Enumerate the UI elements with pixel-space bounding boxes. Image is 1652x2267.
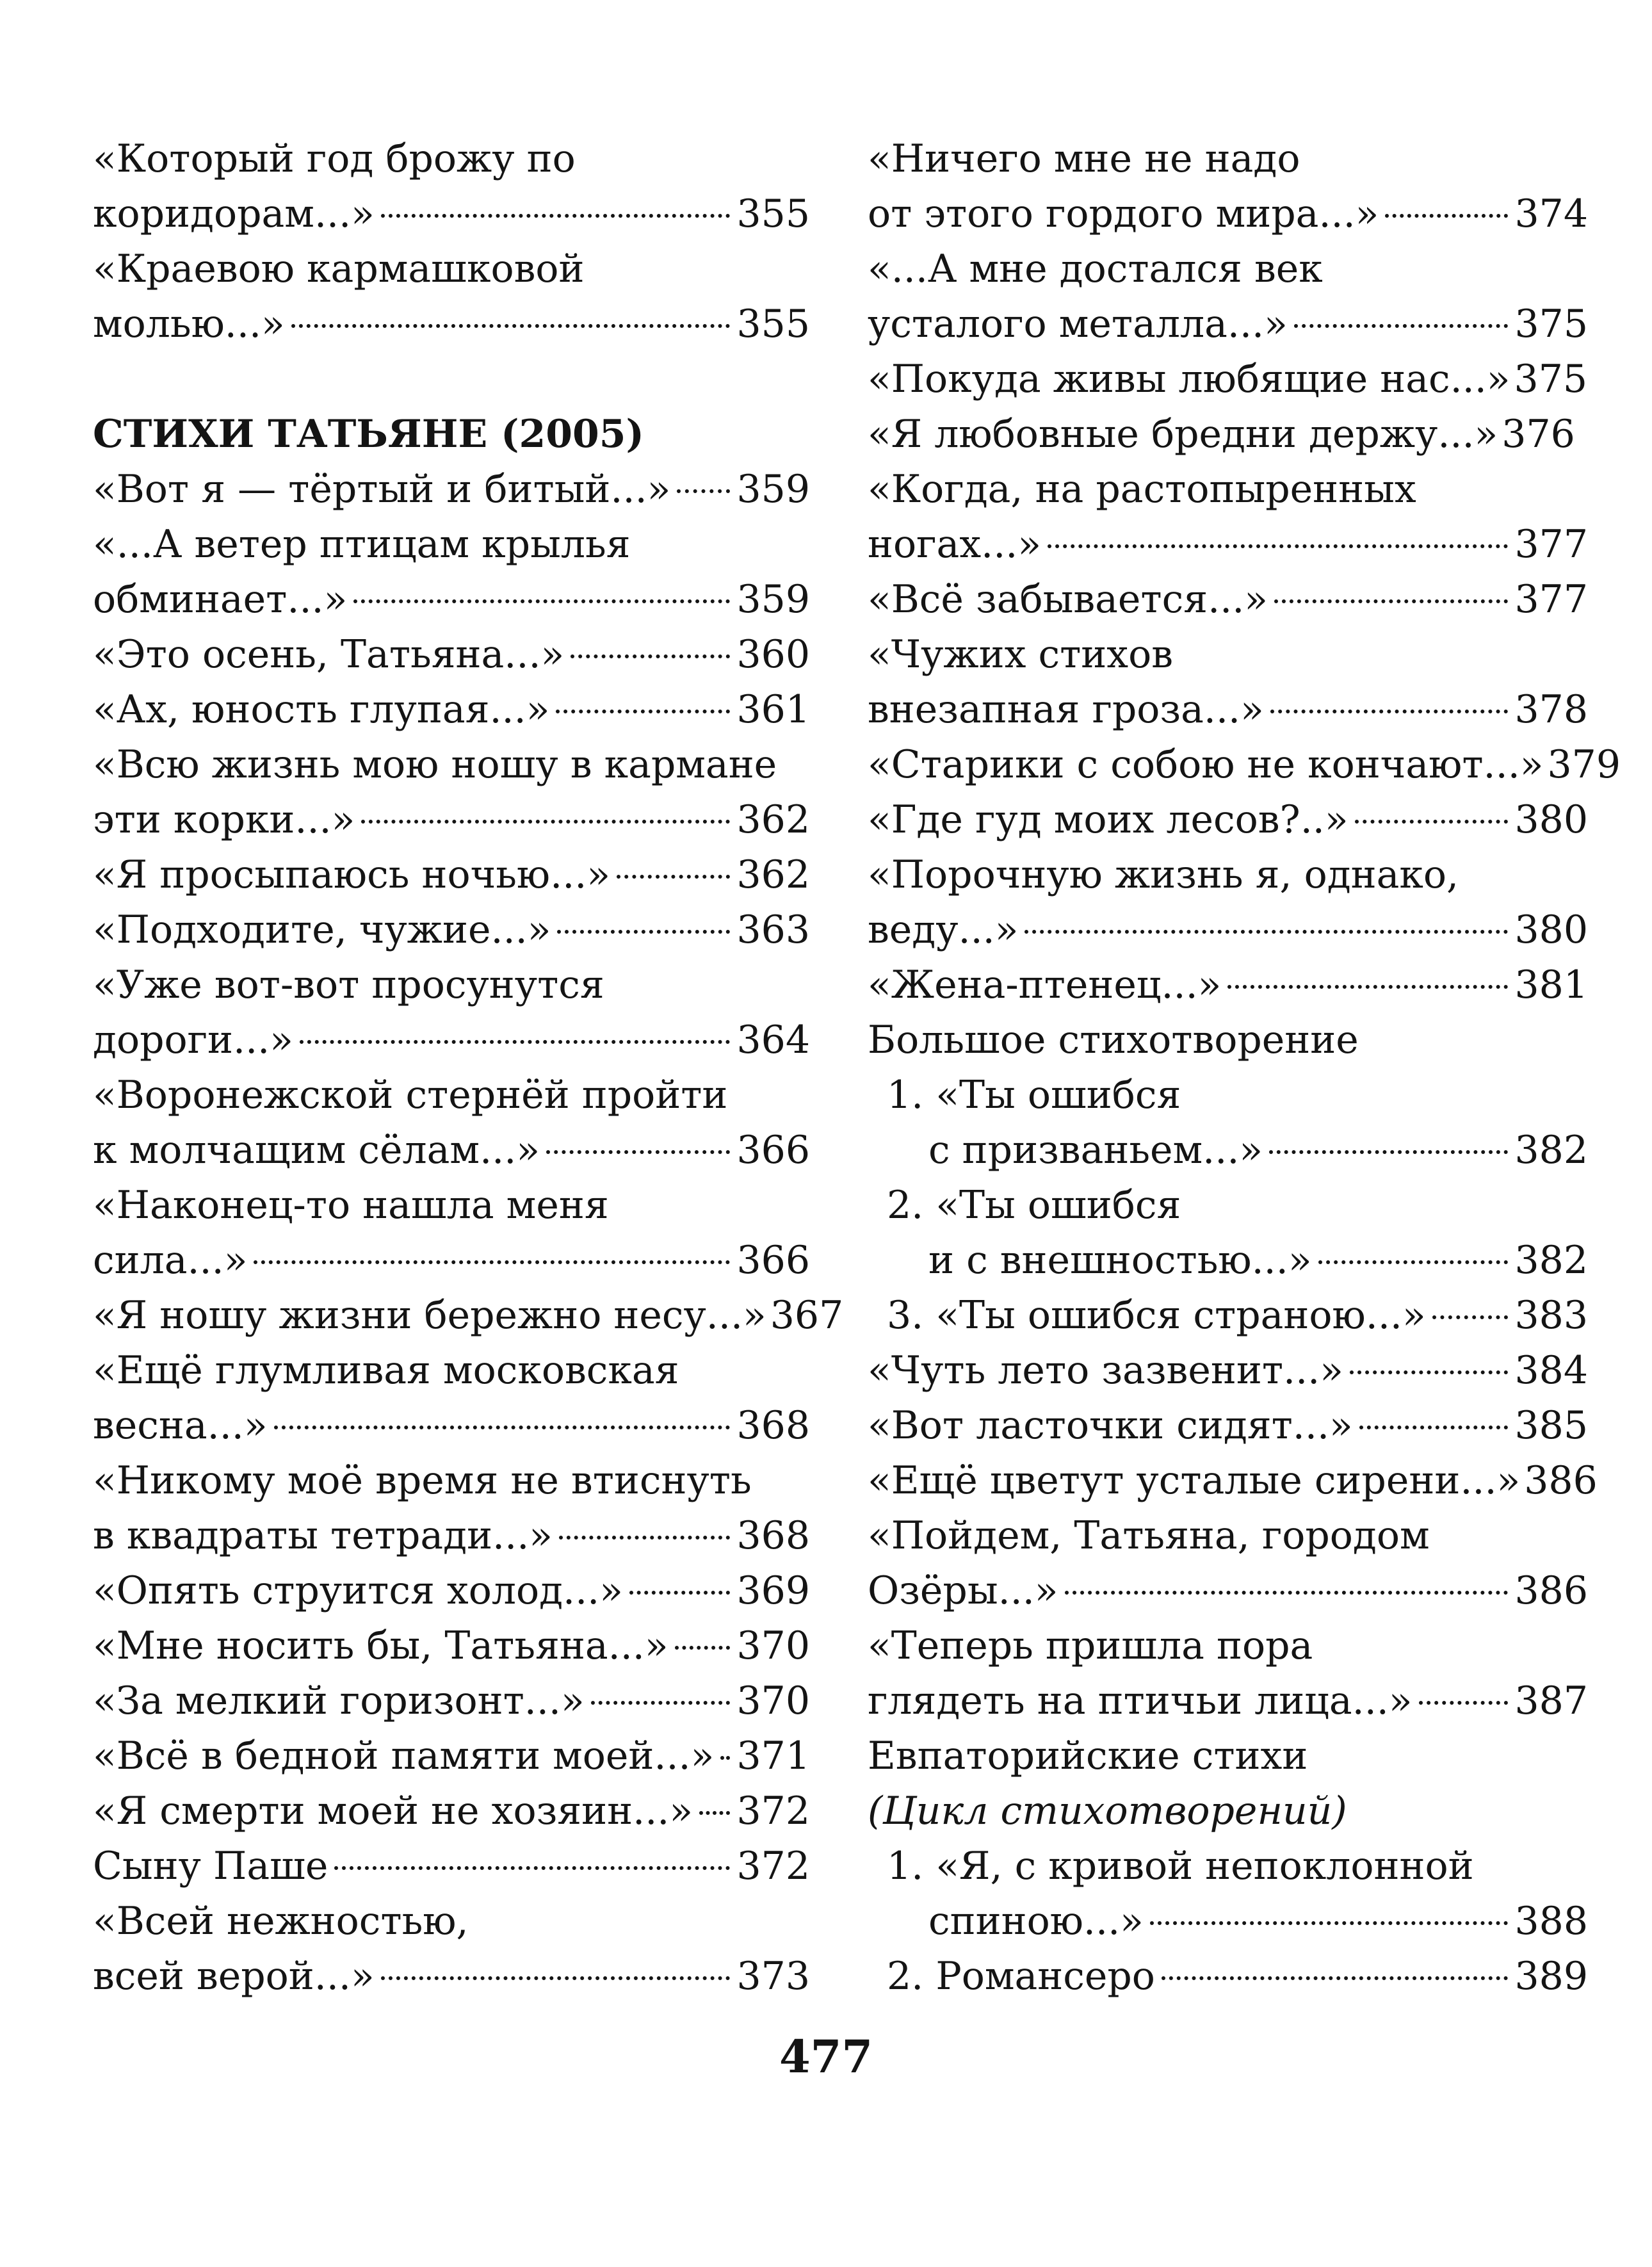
toc-entry-line: [868, 1288, 1588, 1343]
toc-entry-text: «Покуда живы любящие нас...»: [868, 357, 1510, 402]
dot-leader: [556, 710, 730, 713]
toc-page-number: 374: [1514, 191, 1588, 236]
toc-entry-line: [93, 1178, 810, 1233]
toc-entry-text: молью...»: [93, 302, 285, 346]
dot-leader: [1385, 214, 1508, 218]
dot-leader: [254, 1260, 730, 1264]
toc-page-number: 366: [736, 1238, 810, 1283]
toc-entry-text: «Воронежской стернёй пройти: [93, 1073, 728, 1117]
toc-entry-line: [868, 1398, 1588, 1453]
toc-page-number: 370: [736, 1678, 810, 1723]
toc-entry-text: от этого гордого мира...»: [868, 191, 1379, 236]
toc-entry-line: [868, 1343, 1588, 1398]
dot-leader: [1350, 1370, 1509, 1374]
toc-page-number: 381: [1514, 963, 1588, 1007]
toc-entry-text: весна...»: [93, 1403, 268, 1448]
toc-entry-line: [93, 1068, 810, 1123]
toc-entry-text: «Мне носить бы, Татьяна...»: [93, 1623, 668, 1668]
toc-entry-text: «Где гуд моих лесов?..»: [868, 797, 1348, 842]
toc-page-number: 389: [1514, 1954, 1588, 1999]
dot-leader: [677, 489, 730, 493]
toc-entry-text: «Всю жизнь мою ношу в кармане: [93, 742, 777, 787]
dot-leader: [1294, 324, 1509, 328]
dot-leader: [1227, 985, 1508, 989]
toc-page-number: 384: [1514, 1348, 1588, 1393]
section-title: СТИХИ ТАТЬЯНЕ (2005): [93, 412, 644, 457]
toc-entry-text: «Всё забывается...»: [868, 577, 1268, 622]
dot-leader: [1150, 1921, 1509, 1925]
toc-page-number: 378: [1514, 687, 1588, 732]
toc-page-number: 377: [1514, 577, 1588, 622]
toc-entry-line: [93, 241, 810, 297]
dot-leader: [1024, 930, 1508, 934]
toc-page-number: 355: [736, 302, 810, 346]
toc-entry-text: «За мелкий горизонт...»: [93, 1678, 585, 1723]
toc-entry-text: «Я ношу жизни бережно несу...»: [93, 1293, 766, 1338]
toc-entry-text: «Краевою кармашковой: [93, 247, 585, 291]
dot-leader: [1270, 710, 1509, 713]
toc-entry-line: [868, 572, 1588, 627]
toc-group-part2: [93, 462, 844, 2004]
toc-entry-text: «Пойдем, Татьяна, городом: [868, 1513, 1430, 1558]
toc-entry-line: [93, 1618, 810, 1673]
toc-entry-text: глядеть на птичьи лица...»: [868, 1678, 1413, 1723]
dot-leader: [617, 875, 730, 879]
toc-entry-text: дороги...»: [93, 1018, 293, 1062]
toc-entry-line: [93, 517, 810, 572]
toc-group-cycle: [868, 1839, 1588, 2004]
toc-page-number: 386: [1514, 1568, 1588, 1613]
dot-leader: [1162, 1976, 1509, 1980]
toc-entry-line: [868, 682, 1588, 737]
toc-entry-line: [868, 462, 1588, 517]
toc-page-number: 386: [1524, 1458, 1598, 1503]
toc-entry-text: «Ещё цветут усталые сирени...»: [868, 1458, 1521, 1503]
toc-entry-text: «Уже вот-вот просунутся: [93, 963, 604, 1007]
toc-entry-text: 3. «Ты ошибся страною...»: [887, 1293, 1426, 1338]
toc-entry-text: всей верой...»: [93, 1954, 375, 1999]
toc-entry-line: [93, 1123, 810, 1178]
toc-entry-line: [93, 1343, 810, 1398]
toc-page-number: 380: [1514, 907, 1588, 952]
toc-page-number: 360: [736, 632, 810, 677]
toc-entry-text: «Вот ласточки сидят...»: [868, 1403, 1353, 1448]
dot-leader: [675, 1646, 731, 1650]
spacer: [93, 352, 810, 407]
dot-leader: [1274, 599, 1508, 603]
toc-entry-text: внезапная гроза...»: [868, 687, 1264, 732]
toc-page-number: 387: [1514, 1678, 1588, 1723]
toc-entry-line: [93, 186, 810, 241]
toc-entry-text: «Ничего мне не надо: [868, 136, 1300, 181]
toc-entry-line: [93, 1288, 844, 1343]
toc-entry-text: ногах...»: [868, 522, 1042, 567]
dot-leader: [1355, 820, 1509, 824]
toc-entry-line: [868, 737, 1621, 792]
toc-entry-line: [868, 352, 1588, 407]
toc-entry-line: [93, 1453, 810, 1508]
toc-entry-text: 1. «Я, с кривой непоклонной: [887, 1844, 1474, 1889]
toc-entry-line: [868, 902, 1588, 957]
toc-entry-text: «Чуть лето зазвенит...»: [868, 1348, 1343, 1393]
toc-entry-text: «...А ветер птицам крылья: [93, 522, 631, 567]
toc-right-column: [868, 131, 1621, 2004]
toc-entry-text: «Вот я — тёртый и битый...»: [93, 467, 671, 512]
toc-entry-text: Озёры...»: [868, 1568, 1058, 1613]
toc-page-number: 362: [736, 797, 810, 842]
cycle-subtitle: (Цикл стихотворений): [868, 1789, 1347, 1833]
toc-entry-text: «Это осень, Татьяна...»: [93, 632, 565, 677]
dot-leader: [381, 1976, 731, 1980]
toc-entry-line: [868, 131, 1588, 186]
toc-entry-text: спиною...»: [928, 1899, 1144, 1944]
toc-entry-line: [93, 1949, 810, 2004]
toc-left-column: [93, 131, 844, 2004]
dot-leader: [334, 1866, 730, 1870]
toc-entry-line: [93, 1673, 810, 1728]
toc-page-number: 388: [1514, 1899, 1588, 1944]
toc-page-number: 359: [736, 577, 810, 622]
toc-entry-line: [868, 1673, 1588, 1728]
toc-entry-line: [93, 131, 810, 186]
dot-leader: [1065, 1591, 1509, 1595]
toc-page-number: 362: [736, 852, 810, 897]
dot-leader: [1269, 1150, 1508, 1154]
toc-page-number: 370: [736, 1623, 810, 1668]
dot-leader: [559, 1536, 730, 1540]
toc-page-number: 361: [736, 687, 810, 732]
toc-page-number: 380: [1514, 797, 1588, 842]
toc-entry-line: [93, 572, 810, 627]
toc-entry-text: 1. «Ты ошибся: [887, 1073, 1181, 1117]
toc-page-number: 369: [736, 1568, 810, 1613]
toc-entry-line: [868, 297, 1588, 352]
toc-entry-line: [868, 1123, 1588, 1178]
toc-entry-text: 2. Романсеро: [887, 1954, 1155, 1999]
dot-leader: [381, 214, 731, 218]
toc-entry-line: [93, 627, 810, 682]
toc-page-number: 382: [1514, 1128, 1588, 1173]
page-number: 477: [779, 2030, 873, 2083]
dot-leader: [274, 1426, 731, 1429]
toc-entry-text: к молчащим сёлам...»: [93, 1128, 540, 1173]
toc-page-number: 367: [770, 1293, 844, 1338]
dot-leader: [720, 1756, 730, 1760]
toc-entry-line: [868, 1839, 1588, 1894]
dot-leader: [591, 1701, 731, 1705]
toc-entry-text: в квадраты тетради...»: [93, 1513, 553, 1558]
toc-entry-line: [93, 297, 810, 352]
toc-entry-text: «Всё в бедной памяти моей...»: [93, 1734, 715, 1778]
toc-group-part1: [868, 131, 1621, 1012]
toc-group-big-poem: [868, 1068, 1588, 1343]
toc-entry-line: [868, 1618, 1588, 1673]
toc-page-number: 377: [1514, 522, 1588, 567]
toc-entry-line: [868, 957, 1588, 1012]
toc-entry-line: [93, 1894, 810, 1949]
toc-entry-line: [868, 1178, 1588, 1233]
toc-entry-line: [93, 847, 810, 902]
toc-entry-line: [93, 1398, 810, 1453]
toc-entry-line: [93, 1233, 810, 1288]
dot-leader: [1318, 1260, 1509, 1264]
toc-entry-line: [93, 957, 810, 1012]
toc-entry-text: «Когда, на растопыренных: [868, 467, 1416, 512]
toc-page-number: 366: [736, 1128, 810, 1173]
toc-entry-text: «Опять струится холод...»: [93, 1568, 623, 1613]
toc-page-number: 383: [1514, 1293, 1588, 1338]
toc-page-number: 363: [736, 907, 810, 952]
toc-page-number: 372: [736, 1844, 810, 1889]
toc-page-number: 368: [736, 1403, 810, 1448]
toc-entry-line: [93, 792, 810, 847]
toc-entry-line: [868, 241, 1588, 297]
toc-page-number: 385: [1514, 1403, 1588, 1448]
toc-entry-text: «Я любовные бредни держу...»: [868, 412, 1498, 457]
dot-leader: [353, 599, 730, 603]
toc-entry-text: «Я смерти моей не хозяин...»: [93, 1789, 693, 1833]
toc-entry-text: с призваньем...»: [928, 1128, 1263, 1173]
toc-entry-text: веду...»: [868, 907, 1019, 952]
dot-leader: [1419, 1701, 1509, 1705]
toc-entry-text: 2. «Ты ошибся: [887, 1183, 1181, 1228]
toc-entry-text: «Жена-птенец...»: [868, 963, 1222, 1007]
toc-entry-line: [93, 682, 810, 737]
toc-entry-text: «Я просыпаюсь ночью...»: [93, 852, 611, 897]
dot-leader: [1048, 544, 1508, 548]
dot-leader: [557, 930, 730, 934]
toc-entry-line: [93, 1839, 810, 1894]
toc-page-number: 359: [736, 467, 810, 512]
toc-page-number: 371: [736, 1734, 810, 1778]
toc-entry-line: [93, 462, 810, 517]
toc-page-number: 368: [736, 1513, 810, 1558]
toc-entry-text: усталого металла...»: [868, 302, 1288, 346]
toc-entry-line: [93, 1508, 810, 1563]
toc-page-number: 375: [1514, 302, 1588, 346]
toc-entry-line: [868, 1508, 1588, 1563]
toc-entry-line: [93, 1012, 810, 1068]
toc-entry-text: и с внешностью...»: [928, 1238, 1312, 1283]
toc-page-number: 375: [1514, 357, 1588, 402]
toc-group-part2: [868, 1343, 1598, 1728]
dot-leader: [1432, 1315, 1509, 1319]
toc-entry-line: [868, 517, 1588, 572]
toc-entry-text: «Ещё глумливая московская: [93, 1348, 679, 1393]
toc-entry-line: [868, 792, 1588, 847]
toc-entry-text: «Ах, юность глупая...»: [93, 687, 550, 732]
toc-page-number: 355: [736, 191, 810, 236]
toc-entry-line: [868, 1233, 1588, 1288]
toc-entry-line: [868, 847, 1588, 902]
toc-entry-text: «...А мне достался век: [868, 247, 1323, 291]
dot-leader: [291, 324, 731, 328]
toc-entry-line: [93, 1784, 810, 1839]
toc-entry-line: [868, 1068, 1588, 1123]
toc-page-number: 372: [736, 1789, 810, 1833]
toc-entry-text: «Никому моё время не втиснуть: [93, 1458, 752, 1503]
toc-entry-line: [868, 1453, 1598, 1508]
toc-entry-text: «Теперь пришла пора: [868, 1623, 1313, 1668]
toc-entry-text: «Всей нежностью,: [93, 1899, 469, 1944]
dot-leader: [300, 1040, 731, 1044]
toc-entry-text: «Порочную жизнь я, однако,: [868, 852, 1459, 897]
dot-leader: [629, 1591, 731, 1595]
toc-page-number: 379: [1547, 742, 1621, 787]
toc-entry-text: эти корки...»: [93, 797, 355, 842]
dot-leader: [546, 1150, 730, 1154]
toc-entry-line: [93, 1728, 810, 1784]
dot-leader: [699, 1811, 730, 1815]
toc-entry-line: [868, 1563, 1588, 1618]
toc-group-part1: [93, 131, 810, 352]
toc-entry-text: «Который год брожу по: [93, 136, 576, 181]
toc-entry-text: «Наконец-то нашла меня: [93, 1183, 609, 1228]
toc-entry-line: [93, 1563, 810, 1618]
big-poem-title: Большое стихотворение: [868, 1018, 1359, 1062]
toc-entry-text: «Чужих стихов: [868, 632, 1174, 677]
toc-entry-text: Сыну Паше: [93, 1844, 328, 1889]
toc-page-number: 382: [1514, 1238, 1588, 1283]
toc-entry-text: обминает...»: [93, 577, 348, 622]
cycle-title: Евпаторийские стихи: [868, 1734, 1308, 1778]
toc-entry-text: «Старики с собою не кончают...»: [868, 742, 1544, 787]
dot-leader: [571, 654, 730, 658]
dot-leader: [1359, 1426, 1509, 1429]
toc-page-number: 376: [1502, 412, 1575, 457]
dot-leader: [361, 820, 730, 824]
toc-entry-text: «Подходите, чужие...»: [93, 907, 551, 952]
toc-entry-text: сила...»: [93, 1238, 248, 1283]
toc-entry-text: коридорам...»: [93, 191, 375, 236]
toc-entry-line: [868, 1894, 1588, 1949]
toc-page-number: 373: [736, 1954, 810, 1999]
toc-page-number: 364: [736, 1018, 810, 1062]
toc-entry-line: [93, 902, 810, 957]
toc-entry-line: [93, 737, 810, 792]
toc-entry-line: [868, 186, 1588, 241]
toc-entry-line: [868, 407, 1588, 462]
toc-entry-line: [868, 1949, 1588, 2004]
toc-entry-line: [868, 627, 1588, 682]
